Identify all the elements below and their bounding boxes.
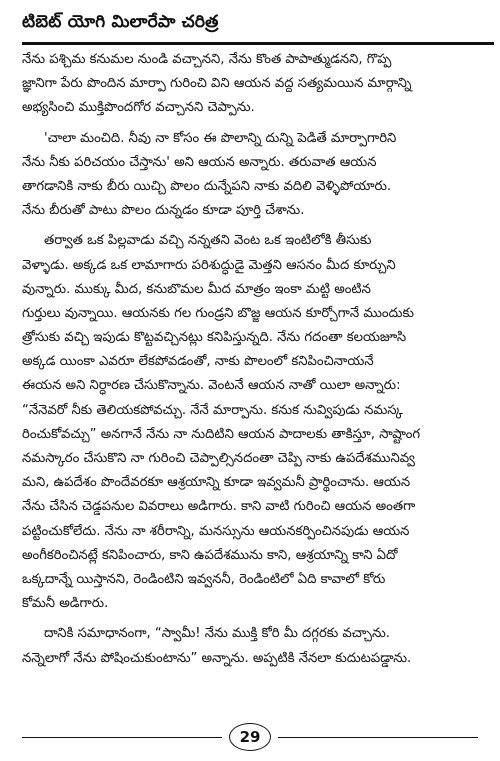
text-line: 'చాలా మంచిది. నీవు నా కోసం ఈ పొలాన్ని దున్ని పెడితే మార్పాగారిని [44, 130, 397, 146]
text-line: జ్ఞానిగా పేరు పొందిన మార్పా గురించి విని ఆయన వద్ద సత్యమయిన మార్గాన్ని [22, 76, 412, 92]
text-line: నేను పశ్చిమ కనుమల నుండి వచ్చానని, నేను కొంత పాపాత్ముడనని, గొప్ప [22, 52, 392, 67]
text-line: గుర్తులు వున్నాయి. ఆయనకు గల గుండ్రని బొజ్జ ఆయన కూర్చోగానే ముందుకు [22, 305, 414, 321]
paragraph [22, 127, 496, 224]
text-line: అంగీకరించినట్లే కనిపించారు, కాని ఉపదేశమును కాని, ఆశ్రయాన్ని కాని ఏదో [22, 547, 398, 563]
text-line: నమస్కారం చేసుకొని నా గురించి చెప్పాల్సినదంతా చెప్పి నాకు ఉపదేశమునివ్వ [22, 451, 415, 466]
text-line: ఒక్కదాన్నే యిస్తానని, రెండింటిని ఇవ్వననీ, రెండింటిలో ఏది కావాలో కోరు [22, 571, 386, 587]
paragraph [22, 48, 496, 121]
text-line: దానికి సమాధానంగా, “స్వామీ! నేను ముక్తి కోరి మీ దగ్గరకు వచ్చాను. [44, 626, 390, 642]
running-header [22, 6, 494, 45]
text-line: మని, ఉపదేశం పొందేవరకూ ఆశ్రయాన్ని కూడా ఇవ్వమనీ ప్రార్థించాను. ఆయన [22, 475, 411, 491]
text-line: నన్నెలాగో నేను పోషించుకుంటాను” అన్నాను. అప్పటికి నేనలా కుదుటపడ్డాను. [22, 650, 412, 666]
paragraph [22, 622, 496, 670]
page-number: 29 [229, 723, 271, 751]
text-line: పట్టించుకోలేదు. నేను నా శరీరాన్ని, మనస్సును ఆయనకర్పించినపుడు ఆయన [22, 523, 410, 539]
paragraph [22, 229, 496, 616]
text-line: త్రోసుకు వచ్చి ఇపుడు కొట్టవచ్చినట్లు కనిపిస్తున్నది. నేను గదంతా కలయజూసి [22, 330, 407, 346]
footer-divider [22, 737, 222, 738]
text-line: తాగడానికి నాకు బీరు యిచ్చి పొలం దున్నేపని నాకు వదిలి వెళ్ళిపోయారు. [22, 178, 392, 194]
text-line: తర్వాత ఒక పిల్లవాడు వచ్చి నన్నతని వెంట ఒక ఇంటిలోకి తీసుకు [44, 233, 372, 249]
text-line: నేను నీకు పరిచయం చేస్తాను' అని ఆయన అన్నారు. తరువాత ఆయన [22, 154, 377, 170]
text-line: నేను బీరుతో పాటు పొలం దున్నడం కూడా పూర్తి చేశాను. [22, 203, 305, 219]
text-line: వెళ్ళాడు. అక్కడ ఒక లామాగారు పరిశుద్ధుడై మెత్తని ఆసనం మీద కూర్చుని [22, 257, 396, 273]
text-line: అక్కడ యింకా ఎవరూ లేకపోవడంతో, నాకు పొలంలో కనిపించినాయనే [22, 354, 374, 370]
text-line: నేను చేసిన చెడ్డపనుల వివరాలు అడిగారు. కాని వాటి గురించి ఆయన అంతగా [22, 499, 416, 515]
text-line: ఈయన అని నిర్ధారణ చేసుకొన్నాను. వెంటనే ఆయన నాతో యిలా అన్నారు: [22, 378, 401, 394]
text-line: కోమనీ అడిగారు. [22, 596, 109, 612]
page-footer [0, 718, 500, 758]
text-line: రించుకోవచ్చు” అనగానే నేను నా నుదిటిని ఆయన పాదాలకు తాకిస్తూ, సాష్టాంగ [22, 426, 421, 442]
text-line: అభ్యసించి ముక్తిపొందగోర వచ్చానని చెప్పాను. [22, 100, 255, 116]
book-title: టిబెట్ యోగి మిలారేపా చరిత్ర [22, 12, 219, 32]
text-line: వున్నారు. ముక్కు మీద, కనుబొమల మీద మాత్రం ఇంకా మట్టి అంటిన [22, 281, 371, 297]
page-body [22, 48, 496, 671]
footer-divider [278, 737, 478, 738]
text-line: “నేనెవరో నీకు తెలియకపోవచ్చు. నేనే మార్పాను. కనుక నువ్విపుడు నమస్క [22, 402, 403, 418]
